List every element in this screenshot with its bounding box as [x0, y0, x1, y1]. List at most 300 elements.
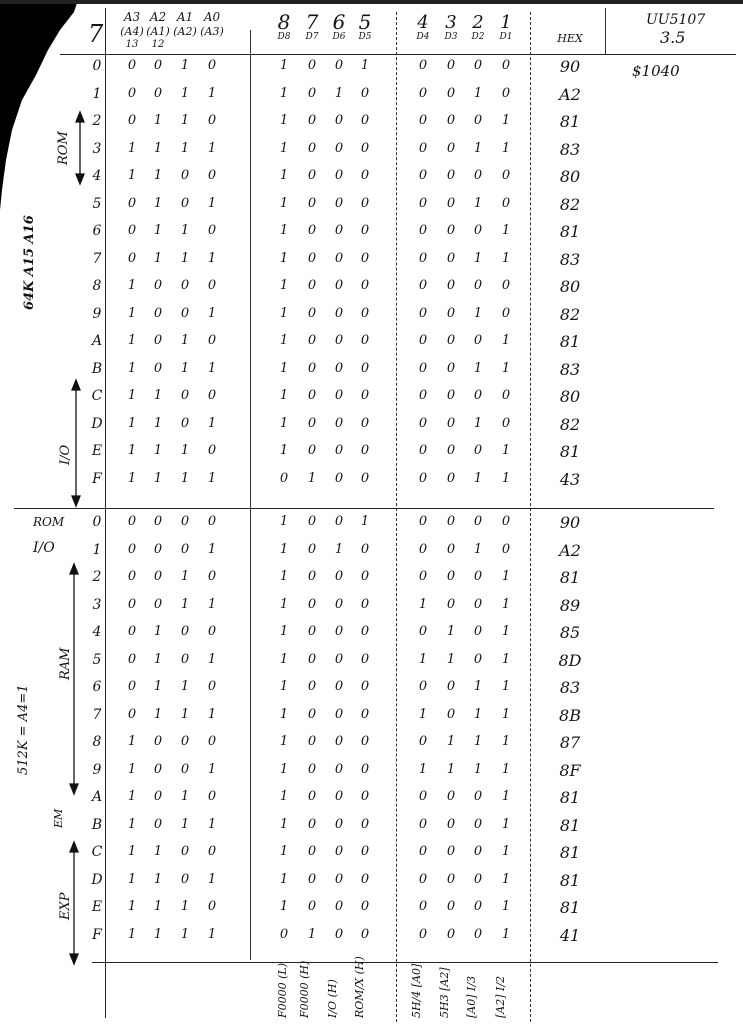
data-hi-col-sub: D7	[305, 32, 319, 42]
data-hi-bit: 0	[360, 250, 370, 266]
addr-bit: 0	[180, 168, 190, 183]
data-hi-bit: 1	[279, 514, 289, 529]
data-hi-bit: 0	[360, 789, 370, 804]
addr-bit: 1	[153, 168, 163, 183]
addr-bit: 1	[207, 871, 217, 887]
data-lo-bit: 1	[473, 250, 483, 266]
addr-bit: 1	[207, 415, 217, 431]
data-lo-bit: 0	[446, 85, 456, 101]
data-hi-bit: 0	[279, 926, 289, 942]
data-lo-bit: 0	[446, 140, 456, 156]
data-hi-bit: 0	[334, 58, 344, 73]
data-lo-bit: 0	[501, 195, 511, 211]
data-hi-bit: 0	[360, 926, 370, 942]
addr-bit: 0	[127, 113, 137, 128]
row-index: F	[92, 926, 102, 943]
data-hi-bit: 1	[279, 333, 289, 348]
data-hi-bit: 0	[307, 388, 317, 403]
ref-divider	[605, 8, 606, 54]
hex-value: 81	[559, 843, 581, 862]
addr-bit: 0	[207, 789, 217, 804]
data-lo-bit: 0	[418, 58, 428, 73]
data-hi-col-header: 6	[332, 10, 346, 34]
hex-value: 81	[559, 788, 581, 807]
data-hi-bit: 0	[307, 871, 317, 887]
addr-bit: 1	[207, 706, 217, 722]
data-lo-bit: 0	[446, 113, 456, 128]
data-hi-col-header: 7	[305, 10, 319, 34]
addr-bit: 0	[207, 734, 217, 749]
data-hi-bit: 0	[307, 734, 317, 749]
data-lo-bit: 1	[501, 761, 511, 777]
addr-col-header: A3	[123, 10, 141, 24]
data-lo-bit: 0	[473, 596, 483, 612]
addr-col-sub: (A4)	[120, 25, 144, 38]
data-hi-bit: 0	[360, 541, 370, 557]
addr-bit: 1	[153, 651, 163, 667]
data-lo-bit: 0	[446, 443, 456, 458]
data-hi-bit: 0	[360, 816, 370, 832]
data-lo-bit: 1	[501, 250, 511, 266]
data-lo-col-header: 3	[445, 12, 457, 33]
data-hi-bit: 1	[279, 899, 289, 914]
data-lo-bit: 0	[446, 541, 456, 557]
row-index: C	[91, 844, 103, 860]
data-lo-bit: 0	[501, 541, 511, 557]
data-hi-bit: 0	[334, 761, 344, 777]
addr-bit: 1	[153, 113, 163, 128]
addr-bit: 0	[207, 679, 217, 694]
data-lo-bit: 0	[418, 926, 428, 942]
row-index: 8	[92, 278, 102, 294]
addr-bit: 0	[207, 443, 217, 458]
data-lo-bit: 1	[501, 596, 511, 612]
data-lo-bit: 0	[473, 168, 483, 183]
data-hi-bit: 0	[307, 415, 317, 431]
addr-bit: 0	[153, 514, 163, 529]
data-hi-bit: 1	[279, 140, 289, 156]
addr-bit: 0	[127, 569, 137, 584]
data-lo-bit: 1	[501, 651, 511, 667]
addr-col-header: A1	[176, 10, 194, 24]
data-lo-bit: 1	[473, 706, 483, 722]
hex-value: 82	[559, 304, 581, 324]
data-hi-bit: 0	[307, 250, 317, 266]
row-index: D	[91, 871, 103, 888]
row-index: D	[91, 415, 103, 432]
data-lo-bit: 0	[418, 360, 428, 376]
addr-bit: 0	[207, 388, 217, 403]
addr-bit: 0	[180, 305, 190, 321]
label-512k: 512K = A4=1	[16, 684, 31, 775]
hex-value: 43	[559, 469, 581, 489]
data-hi-bit: 1	[279, 250, 289, 266]
data-hi-bit: 0	[307, 844, 317, 859]
data-lo-bit: 0	[446, 844, 456, 859]
hex-col-header: HEX	[557, 32, 583, 45]
data-lo-bit: 0	[473, 569, 483, 584]
addr-bit: 1	[127, 470, 137, 486]
data-hi-bit: 0	[334, 278, 344, 293]
row-index: A	[91, 333, 103, 349]
data-lo-bit: 1	[473, 415, 483, 431]
row-index: 1	[92, 541, 102, 558]
data-lo-bit: 0	[446, 195, 456, 211]
data-lo-bit: 0	[501, 168, 511, 183]
data-hi-bit: 0	[334, 195, 344, 211]
data-hi-bit: 0	[360, 470, 370, 486]
data-lo-bit: 0	[473, 113, 483, 128]
hex-value: 81	[559, 442, 581, 461]
data-lo-bit: 0	[446, 305, 456, 321]
addr-bit: 0	[180, 388, 190, 403]
data-lo-bit: 1	[501, 113, 511, 128]
addr-bit: 0	[207, 223, 217, 238]
data-hi-bit: 0	[334, 816, 344, 832]
hex-value: 83	[559, 359, 581, 379]
data-lo-bit: 1	[473, 85, 483, 101]
hex-value: 8B	[559, 705, 581, 725]
row-index: 1	[92, 85, 102, 102]
data-hi-bit: 1	[360, 514, 370, 529]
label-ram-top: RAM	[52, 58, 85, 73]
data-hi-bit: 1	[279, 871, 289, 887]
addr-bit: 1	[207, 816, 217, 832]
ref-version: 3.5	[660, 28, 686, 47]
data-hi-bit: 0	[334, 250, 344, 266]
data-lo-bit: 0	[446, 789, 456, 804]
addr-bit: 0	[127, 58, 137, 73]
data-hi-col-header: 8	[277, 10, 291, 34]
row-index: 8	[92, 734, 102, 750]
data-lo-bit: 0	[446, 333, 456, 348]
addr-bit: 1	[127, 734, 137, 749]
addr-bit: 1	[180, 113, 190, 128]
data-lo-bit: 1	[473, 305, 483, 321]
data-lo-bit: 0	[418, 223, 428, 238]
data-lo-bit: 0	[446, 278, 456, 293]
hex-value: 80	[559, 277, 581, 296]
footer-label: F0000 (H)	[298, 960, 311, 1018]
data-hi-bit: 1	[279, 651, 289, 667]
addr-bit: 1	[207, 305, 217, 321]
addr-col-sub: (A2)	[173, 25, 197, 38]
data-lo-bit: 1	[501, 844, 511, 859]
data-lo-bit: 0	[473, 899, 483, 914]
data-hi-bit: 0	[360, 871, 370, 887]
data-hi-bit: 0	[334, 388, 344, 403]
data-hi-bit: 0	[334, 470, 344, 486]
data-hi-bit: 0	[334, 333, 344, 348]
footer-label: 5H/4 [A0]	[410, 963, 423, 1018]
data-hi-bit: 0	[307, 596, 317, 612]
addr-bit: 1	[207, 85, 217, 101]
addr-bit: 1	[127, 333, 137, 348]
data-hi-bit: 0	[360, 651, 370, 667]
data-hi-bit: 0	[360, 706, 370, 722]
row-index: 7	[92, 706, 102, 723]
data-lo-bit: 0	[446, 58, 456, 73]
hex-value: 82	[559, 414, 581, 434]
addr-bit: 0	[153, 58, 163, 73]
addr-bit: 0	[127, 596, 137, 612]
data-hi-bit: 1	[279, 388, 289, 403]
row-index: 0	[92, 514, 102, 530]
data-lo-bit: 0	[418, 195, 428, 211]
row-index: 9	[92, 761, 102, 778]
data-lo-bit: 0	[473, 223, 483, 238]
data-hi-bit: 0	[334, 871, 344, 887]
label-em: EM	[52, 808, 65, 828]
data-lo-bit: 0	[446, 926, 456, 942]
data-hi-bit: 0	[307, 651, 317, 667]
data-lo-bit: 1	[473, 140, 483, 156]
addr-bit: 0	[180, 415, 190, 431]
data-lo-bit: 1	[501, 569, 511, 584]
data-lo-bit: 0	[473, 789, 483, 804]
data-lo-bit: 1	[473, 470, 483, 486]
data-hi-bit: 0	[334, 305, 344, 321]
hex-value: 81	[559, 222, 581, 241]
addr-bit: 1	[180, 706, 190, 722]
row-index: F	[92, 470, 102, 487]
data-hi-bit: 1	[279, 195, 289, 211]
hex-value: 81	[559, 815, 581, 835]
addr-bit: 1	[153, 195, 163, 211]
addr-col-header: A2	[149, 10, 167, 24]
hex-value: 83	[559, 139, 581, 159]
hex-value: 81	[559, 332, 581, 351]
data-lo-bit: 1	[501, 679, 511, 694]
hex-value: 85	[559, 623, 581, 642]
data-hi-bit: 1	[279, 113, 289, 128]
hex-value: 83	[559, 678, 581, 697]
data-lo-bit: 1	[446, 651, 456, 667]
addr-bit: 1	[180, 899, 190, 914]
data-lo-bit: 0	[418, 514, 428, 529]
data-lo-bit: 1	[473, 541, 483, 557]
data-lo-bit: 0	[473, 388, 483, 403]
addr-bit: 0	[207, 569, 217, 584]
addr-bit: 1	[127, 140, 137, 156]
addr-bit: 1	[180, 58, 190, 73]
hex-value: 81	[559, 568, 581, 587]
addr-bit: 0	[153, 305, 163, 321]
footer-label: [A0] I/3	[465, 975, 478, 1018]
addr-bit: 1	[127, 415, 137, 431]
data-lo-bit: 0	[418, 871, 428, 887]
hex-value: 82	[559, 194, 581, 214]
addr-bit: 0	[207, 844, 217, 859]
footer-label: [A2] I/2	[494, 975, 507, 1018]
data-lo-bit: 0	[418, 844, 428, 859]
data-hi-bit: 0	[334, 113, 344, 128]
data-lo-col-sub: D1	[499, 32, 513, 42]
data-hi-bit: 0	[360, 734, 370, 749]
addr-bit: 1	[180, 85, 190, 101]
addr-bit: 0	[207, 514, 217, 529]
addr-bit: 1	[180, 470, 190, 486]
addr-bit: 1	[127, 388, 137, 403]
addr-bit: 1	[153, 470, 163, 486]
data-lo-bit: 0	[446, 168, 456, 183]
data-lo-bit: 1	[473, 734, 483, 749]
data-lo-bit: 1	[501, 871, 511, 887]
addr-bit: 1	[207, 761, 217, 777]
data-hi-bit: 0	[334, 734, 344, 749]
data-lo-bit: 1	[501, 624, 511, 639]
data-lo-bit: 1	[501, 470, 511, 486]
data-hi-bit: 1	[279, 624, 289, 639]
addr-bit: 1	[153, 140, 163, 156]
addr-bit: 0	[127, 706, 137, 722]
addr-col-pin: 13	[125, 39, 139, 50]
data-hi-bit: 0	[360, 388, 370, 403]
addr-bit: 1	[153, 899, 163, 914]
data-hi-bit: 0	[307, 443, 317, 458]
addr-bit: 1	[180, 596, 190, 612]
data-lo-bit: 0	[501, 388, 511, 403]
data-hi-bit: 0	[307, 541, 317, 557]
label-64k-amp: 64K A15 A16	[22, 215, 37, 310]
data-hi-bit: 0	[279, 470, 289, 486]
addr-bit: 0	[153, 278, 163, 293]
data-hi-bit: 0	[334, 514, 344, 529]
data-lo-bit: 0	[473, 443, 483, 458]
data-hi-bit: 1	[307, 470, 317, 486]
data-hi-bit: 0	[360, 899, 370, 914]
ref-code: UU5107	[646, 12, 706, 28]
data-lo-bit: 0	[446, 514, 456, 529]
data-lo-bit: 0	[418, 899, 428, 914]
footer-label: 5H3 [A2]	[438, 967, 451, 1018]
data-hi-bit: 1	[279, 278, 289, 293]
hex-value: 8F	[559, 760, 581, 780]
data-hi-bit: 0	[360, 360, 370, 376]
addr-bit: 1	[153, 679, 163, 694]
data-lo-bit: 0	[473, 926, 483, 942]
data-lo-bit: 1	[501, 443, 511, 458]
addr-bit: 1	[180, 569, 190, 584]
addr-bit: 0	[127, 223, 137, 238]
addr-bit: 1	[180, 679, 190, 694]
hex-value: 41	[559, 925, 581, 945]
data-lo-bit: 0	[418, 569, 428, 584]
addr-bit: 0	[180, 541, 190, 557]
hex-value: A2	[559, 84, 581, 104]
data-hi-bit: 0	[307, 360, 317, 376]
hex-divider	[530, 12, 531, 1022]
data-hi-bit: 0	[360, 569, 370, 584]
data-lo-bit: 0	[446, 569, 456, 584]
data-lo-bit: 1	[501, 140, 511, 156]
data-lo-bit: 0	[418, 250, 428, 266]
addr-bit: 0	[153, 596, 163, 612]
data-hi-bit: 1	[307, 926, 317, 942]
addr-bit: 1	[207, 541, 217, 557]
row-index: 6	[92, 679, 102, 695]
data-hi-bit: 1	[279, 596, 289, 612]
data-hi-bit: 0	[334, 624, 344, 639]
data-hi-bit: 0	[334, 168, 344, 183]
addr-bit: 0	[127, 250, 137, 266]
addr-bit: 0	[127, 514, 137, 529]
data-lo-bit: 0	[473, 844, 483, 859]
data-hi-bit: 0	[334, 679, 344, 694]
data-hi-bit: 0	[334, 706, 344, 722]
header-divider	[60, 54, 736, 55]
data-hi-bit: 1	[279, 844, 289, 859]
data-hi-bit: 0	[307, 195, 317, 211]
data-lo-bit: 0	[418, 816, 428, 832]
addr-bit: 0	[153, 569, 163, 584]
hex-value: 8D	[558, 650, 582, 670]
label-ram-vertical: RAM	[58, 647, 73, 680]
addr-bit: 1	[207, 470, 217, 486]
data-lo-bit: 0	[418, 388, 428, 403]
data-hi-bit: 1	[334, 85, 344, 101]
hex-value: 81	[559, 898, 581, 917]
addr-bit: 1	[207, 651, 217, 667]
addr-bit: 1	[127, 761, 137, 777]
data-hi-bit: 0	[307, 816, 317, 832]
row-index: A	[91, 789, 103, 805]
addr-bit: 0	[153, 816, 163, 832]
hex-value: 87	[559, 733, 581, 752]
addr-data-divider	[250, 30, 251, 960]
data-hi-bit: 0	[334, 899, 344, 914]
data-hi-bit: 1	[279, 706, 289, 722]
data-lo-bit: 0	[418, 789, 428, 804]
addr-bit: 0	[180, 651, 190, 667]
row-index: E	[91, 899, 103, 915]
row-index: 6	[92, 223, 102, 239]
data-lo-bit: 1	[446, 761, 456, 777]
addr-bit: 0	[207, 899, 217, 914]
addr-bit: 1	[127, 816, 137, 832]
section-arrows	[0, 0, 120, 1024]
row-index: 2	[92, 113, 102, 129]
data-lo-bit: 0	[473, 278, 483, 293]
addr-bit: 1	[153, 388, 163, 403]
addr-bit: 0	[180, 278, 190, 293]
data-hi-bit: 0	[307, 140, 317, 156]
data-lo-bit: 1	[418, 651, 428, 667]
addr-bit: 1	[180, 360, 190, 376]
note-address: $1040	[632, 62, 680, 80]
addr-bit: 1	[127, 443, 137, 458]
footer-label: I/O (H)	[326, 979, 339, 1018]
addr-bit: 0	[180, 734, 190, 749]
data-hi-col-sub: D5	[358, 32, 372, 42]
addr-bit: 1	[153, 415, 163, 431]
addr-bit: 1	[207, 596, 217, 612]
addr-bit: 0	[207, 278, 217, 293]
data-lo-bit: 0	[473, 871, 483, 887]
data-lo-bit: 0	[473, 624, 483, 639]
data-lo-bit: 0	[418, 278, 428, 293]
label-rom-vertical: ROM	[56, 131, 71, 165]
addr-bit: 1	[127, 278, 137, 293]
data-hi-bit: 0	[334, 596, 344, 612]
hex-value: A2	[559, 540, 581, 560]
data-hi-bit: 0	[307, 278, 317, 293]
data-hi-bit: 0	[307, 333, 317, 348]
data-hi-bit: 1	[279, 168, 289, 183]
addr-bit: 0	[207, 113, 217, 128]
data-lo-bit: 1	[473, 679, 483, 694]
data-lo-bit: 0	[501, 415, 511, 431]
